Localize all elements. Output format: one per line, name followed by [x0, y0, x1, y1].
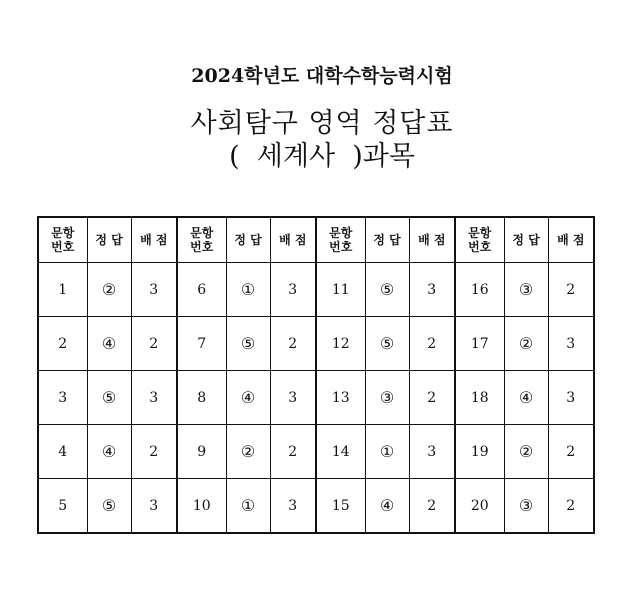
question-number: 20: [455, 479, 504, 534]
question-number: 14: [316, 425, 365, 479]
points: 2: [131, 425, 177, 479]
question-number: 4: [38, 425, 87, 479]
points: 3: [548, 317, 594, 371]
header-answer: 정 답: [504, 217, 548, 263]
header-points: 배 점: [270, 217, 316, 263]
question-number: 7: [177, 317, 226, 371]
points: 2: [131, 317, 177, 371]
question-number: 19: [455, 425, 504, 479]
table-row: [38, 479, 594, 534]
question-number: 3: [38, 371, 87, 425]
answer-mark: ⑤: [226, 317, 270, 371]
header-question-number: 문항 번호: [38, 217, 87, 263]
points: 3: [270, 479, 316, 534]
header-points: 배 점: [131, 217, 177, 263]
question-number: 6: [177, 263, 226, 317]
answer-mark: ④: [87, 425, 131, 479]
question-number: 12: [316, 317, 365, 371]
answer-mark: ①: [226, 479, 270, 534]
header-answer: 정 답: [226, 217, 270, 263]
points: 2: [548, 263, 594, 317]
header-points: 배 점: [548, 217, 594, 263]
question-number: 5: [38, 479, 87, 534]
points: 3: [270, 371, 316, 425]
points: 3: [270, 263, 316, 317]
answer-mark: ①: [365, 425, 409, 479]
points: 2: [409, 479, 455, 534]
header-points: 배 점: [409, 217, 455, 263]
answer-mark: ②: [504, 317, 548, 371]
header-question-number: 문항 번호: [177, 217, 226, 263]
points: 3: [131, 479, 177, 534]
points: 3: [409, 263, 455, 317]
table-row: [38, 425, 594, 479]
answer-key-table: [37, 216, 595, 534]
answer-mark: ③: [504, 479, 548, 534]
question-number: 10: [177, 479, 226, 534]
answer-mark: ⑤: [365, 263, 409, 317]
points: 2: [409, 317, 455, 371]
question-number: 13: [316, 371, 365, 425]
table-row: [38, 263, 594, 317]
question-number: 16: [455, 263, 504, 317]
answer-mark: ④: [365, 479, 409, 534]
answer-mark: ⑤: [87, 371, 131, 425]
points: 2: [548, 479, 594, 534]
answer-mark: ⑤: [87, 479, 131, 534]
answer-mark: ①: [226, 263, 270, 317]
answer-mark: ③: [365, 371, 409, 425]
answer-key-title: 사회탐구 영역 정답표: [190, 108, 454, 139]
question-number: 15: [316, 479, 365, 534]
header-answer: 정 답: [365, 217, 409, 263]
question-number: 18: [455, 371, 504, 425]
table-row: [38, 317, 594, 371]
question-number: 11: [316, 263, 365, 317]
answer-mark: ④: [504, 371, 548, 425]
question-number: 2: [38, 317, 87, 371]
question-number: 1: [38, 263, 87, 317]
points: 2: [270, 425, 316, 479]
points: 2: [409, 371, 455, 425]
subject-title: ( 세계사 )과목: [229, 141, 415, 172]
points: 3: [548, 371, 594, 425]
points: 2: [270, 317, 316, 371]
table-row: [38, 371, 594, 425]
header-question-number: 문항 번호: [316, 217, 365, 263]
answer-mark: ②: [226, 425, 270, 479]
answer-mark: ②: [504, 425, 548, 479]
question-number: 8: [177, 371, 226, 425]
question-number: 9: [177, 425, 226, 479]
header-question-number: 문항 번호: [455, 217, 504, 263]
table-header-row: [38, 217, 594, 263]
points: 3: [409, 425, 455, 479]
answer-mark: ③: [504, 263, 548, 317]
answer-mark: ⑤: [365, 317, 409, 371]
points: 2: [548, 425, 594, 479]
exam-title: 2024학년도 대학수학능력시험: [191, 65, 453, 87]
points: 3: [131, 371, 177, 425]
answer-mark: ④: [226, 371, 270, 425]
header-answer: 정 답: [87, 217, 131, 263]
answer-mark: ②: [87, 263, 131, 317]
points: 3: [131, 263, 177, 317]
question-number: 17: [455, 317, 504, 371]
answer-mark: ④: [87, 317, 131, 371]
